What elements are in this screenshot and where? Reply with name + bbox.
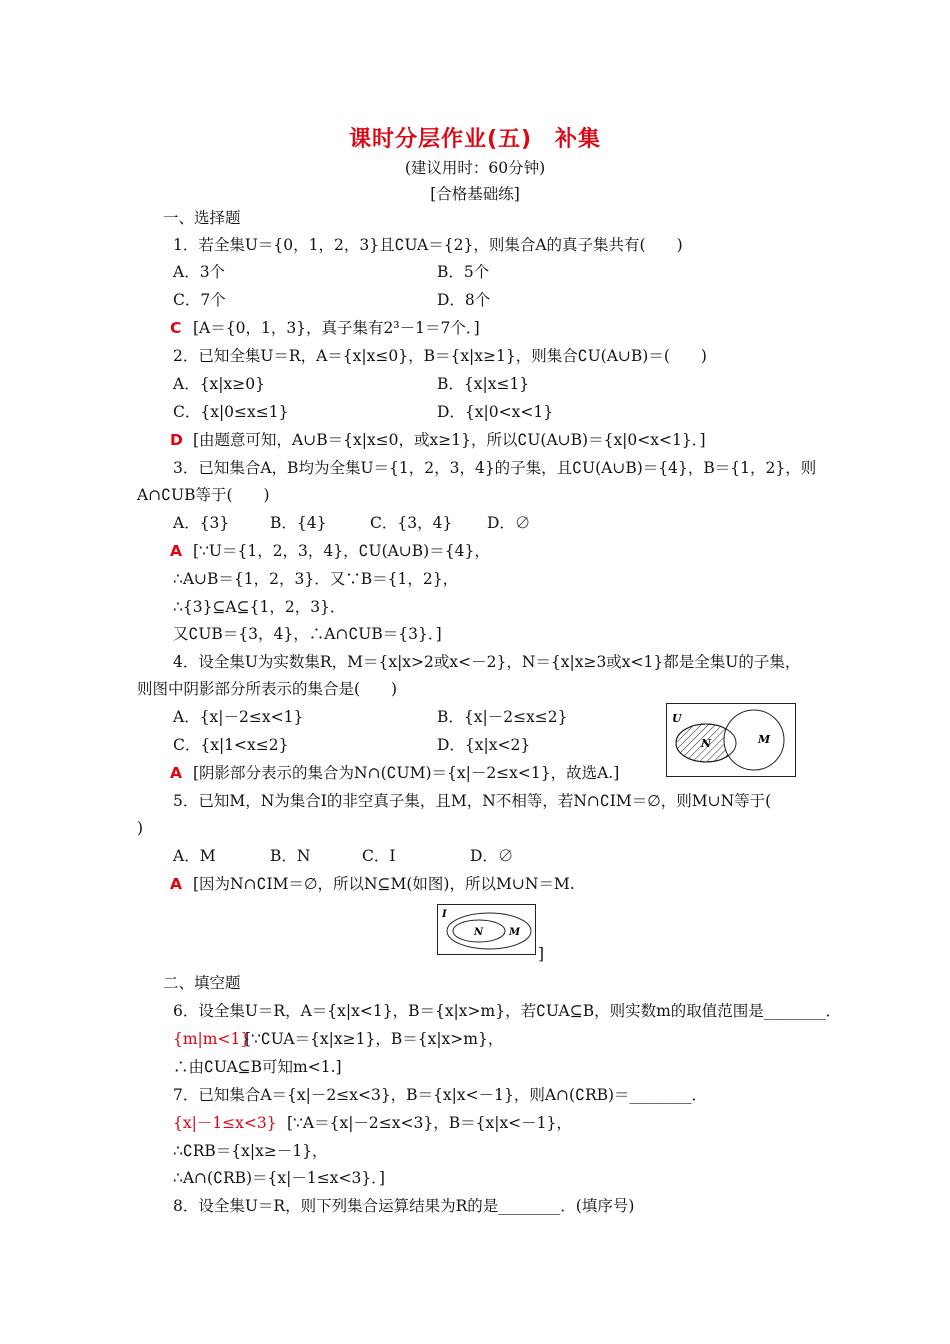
q4-option-a: A．{x|－2≤x<1} xyxy=(173,708,304,726)
q2-stem: 2．已知全集U＝R，A＝{x|x≤0}，B＝{x|x≥1}，则集合∁U(A∪B)＝( ) xyxy=(173,347,707,365)
q4-stem-line1: 4．设全集U为实数集R，M＝{x|x>2或x<－2}，N＝{x|x≥3或x<1}都是全集U的子集， xyxy=(173,653,801,671)
q3-option-c: C．{3，4} xyxy=(370,514,453,532)
q4-explanation: [阴影部分表示的集合为N∩(∁UM)＝{x|－2≤x<1}，故选A.] xyxy=(193,764,620,782)
q3-explanation-line4: 又∁UB＝{3，4}，∴A∩∁UB＝{3}．] xyxy=(173,625,442,643)
q3-option-a: A．{3} xyxy=(173,514,230,532)
section-heading-fill: 二、填空题 xyxy=(163,974,241,992)
q6-stem: 6．设全集U＝R，A＝{x|x<1}，B＝{x|x>m}，若∁UA⊆B，则实数m的取值范围是________． xyxy=(173,1002,842,1020)
q3-explanation-line2: ∴A∪B＝{1，2，3}．又∵B＝{1，2}， xyxy=(173,570,459,588)
q2-explanation: [由题意可知，A∪B＝{x|x≤0，或x≥1}，所以∁U(A∪B)＝{x|0<x<1}．] xyxy=(193,431,706,449)
label-n: N xyxy=(474,927,484,938)
q5-option-c: C．I xyxy=(362,847,396,865)
q5-explanation-close: ] xyxy=(538,945,545,963)
q5-venn-diagram xyxy=(437,904,537,956)
q5-option-a: A．M xyxy=(173,847,216,865)
label-n: N xyxy=(701,737,712,750)
q3-stem-line2: A∩∁UB等于( ) xyxy=(137,486,270,504)
label-u: U xyxy=(672,712,682,725)
q3-explanation-line3: ∴{3}⊆A⊆{1，2，3}． xyxy=(173,598,346,616)
q6-explanation-line1: [∵∁UA＝{x|x≥1}，B＝{x|x>m}， xyxy=(245,1030,504,1048)
q4-stem-line2: 则图中阴影部分所表示的集合是( ) xyxy=(137,680,398,698)
q1-option-d: D．8个 xyxy=(437,291,491,309)
q1-option-b: B．5个 xyxy=(437,263,490,281)
q2-option-b: B．{x|x≤1} xyxy=(437,375,530,393)
q5-stem-line2: ) xyxy=(137,819,144,837)
q5-option-d: D．∅ xyxy=(470,847,514,865)
label-m: M xyxy=(509,927,521,938)
q3-answer: A xyxy=(170,542,182,560)
q3-explanation-line1: [∵U＝{1，2，3，4}，∁U(A∪B)＝{4}， xyxy=(193,542,490,560)
q2-option-d: D．{x|0<x<1} xyxy=(437,403,554,421)
label-i: I xyxy=(442,909,447,920)
q8-stem: 8．设全集U＝R，则下列集合运算结果为R的是________．(填序号) xyxy=(173,1197,635,1215)
q5-stem-line1: 5．已知M，N为集合I的非空真子集，且M，N不相等，若N∩∁IM＝∅，则M∪N等于( xyxy=(173,792,772,810)
q5-answer: A xyxy=(170,875,182,893)
q3-option-b: B．{4} xyxy=(270,514,327,532)
q3-option-d: D．∅ xyxy=(487,514,531,532)
q7-stem: 7．已知集合A＝{x|－2≤x<3}，B＝{x|x<－1}，则A∩(∁RB)＝________． xyxy=(173,1086,708,1104)
q7-explanation-line3: ∴A∩(∁RB)＝{x|－1≤x<3}．] xyxy=(173,1169,385,1187)
q4-answer: A xyxy=(170,764,182,782)
page-subtitle: (建议用时：60分钟) xyxy=(404,159,546,177)
q1-answer: C xyxy=(170,319,182,337)
level-label: [合格基础练] xyxy=(430,185,520,203)
q7-explanation-line2: ∴∁RB＝{x|x≥－1}， xyxy=(173,1142,328,1160)
q3-stem-line1: 3．已知集合A，B均为全集U＝{1，2，3，4}的子集，且∁U(A∪B)＝{4}，B＝{1，2}，则 xyxy=(173,459,817,477)
q5-explanation: [因为N∩∁IM＝∅，所以N⊆M(如图)，所以M∪N＝M. xyxy=(193,875,575,893)
q7-answer: {x|－1≤x<3} xyxy=(173,1114,277,1132)
q4-option-d: D．{x|x<2} xyxy=(437,736,531,754)
q5-option-b: B．N xyxy=(270,847,311,865)
set-m-circle xyxy=(724,710,784,770)
q4-venn-diagram xyxy=(666,703,796,778)
q7-explanation-line1: [∵A＝{x|－2≤x<3}，B＝{x|x<－1}， xyxy=(287,1114,572,1132)
q2-answer: D xyxy=(170,431,183,449)
q4-option-c: C．{x|1<x≤2} xyxy=(173,736,289,754)
page-title: 课时分层作业(五) 补集 xyxy=(348,127,602,152)
q4-option-b: B．{x|－2≤x≤2} xyxy=(437,708,568,726)
q1-option-c: C．7个 xyxy=(173,291,226,309)
section-heading-choice: 一、选择题 xyxy=(163,209,241,227)
q1-option-a: A．3个 xyxy=(173,263,226,281)
q6-explanation-line2: ∴由∁UA⊆B可知m<1.] xyxy=(173,1058,342,1076)
q2-option-a: A．{x|x≥0} xyxy=(173,375,265,393)
q6-answer: {m|m<1} xyxy=(173,1030,251,1048)
q2-option-c: C．{x|0≤x≤1} xyxy=(173,403,289,421)
q1-stem: 1．若全集U＝{0，1，2，3}且∁UA＝{2}，则集合A的真子集共有( ) xyxy=(173,236,683,254)
q1-explanation: [A＝{0，1，3}，真子集有2³－1＝7个．] xyxy=(193,319,480,337)
label-m: M xyxy=(758,733,771,746)
set-i-rect xyxy=(438,905,536,955)
